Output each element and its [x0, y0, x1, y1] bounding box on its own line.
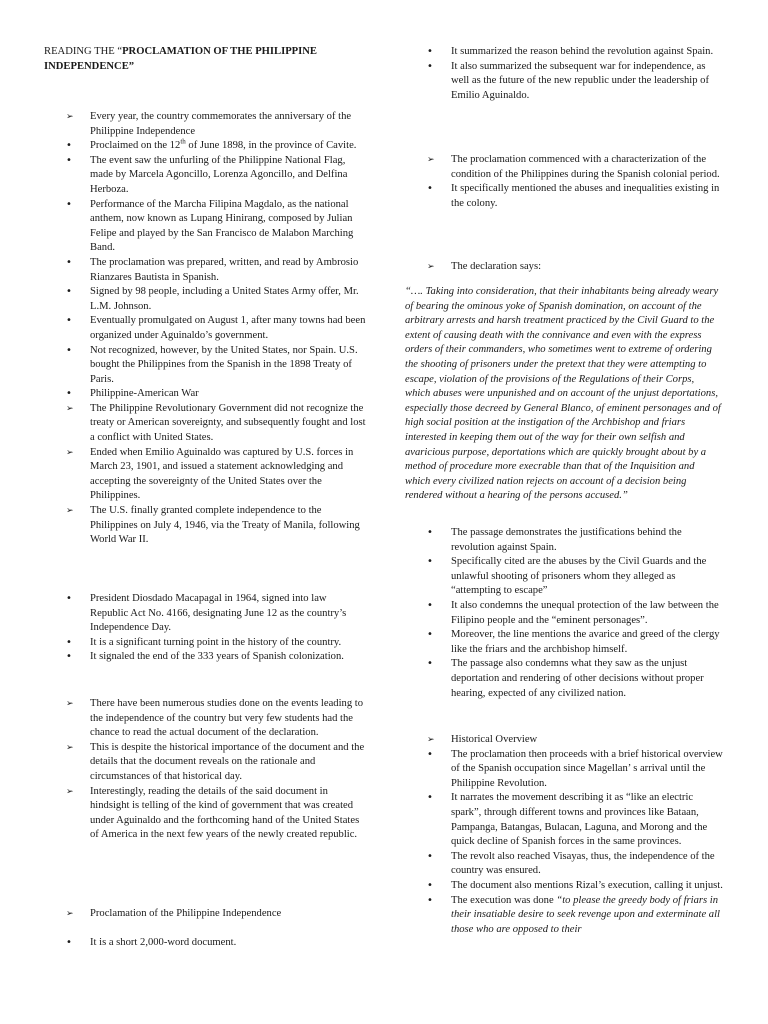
dot-bullet-icon: [427, 894, 441, 909]
item-text: The proclamation then proceeds with a brief historical overview of the Spanish occupation since Magellan’ s arrival until the Philippine Revolution.: [451, 748, 723, 789]
list-item: [405, 45, 723, 60]
dot-bullet-icon: [66, 154, 80, 169]
item-text: Specifically cited are the abuses by the Civil Guards and the unlawful shooting of prisoners whom they alleged as “attempting to escape”: [451, 556, 707, 597]
list-item: [405, 599, 723, 628]
item-text: The passage also condemns what they saw as the unjust deportation and rendering of other decisions without proper hearing, expected of any civilized nation.: [451, 658, 704, 699]
dot-bullet-icon: [427, 850, 441, 865]
right-group-2: [405, 153, 723, 211]
item-text: Eventually promulgated on August 1, after many towns had been organized under Aguinaldo’s government.: [90, 315, 366, 341]
list-item: [44, 446, 366, 504]
dot-bullet-icon: [427, 526, 441, 541]
list-item: [405, 628, 723, 657]
list-item: [405, 260, 723, 275]
list-item: [44, 256, 366, 285]
dot-bullet-icon: [427, 555, 441, 570]
item-text: The document also mentions Rizal’s execution, calling it unjust.: [451, 879, 723, 891]
right-group-1: [405, 45, 723, 103]
dot-bullet-icon: [66, 650, 80, 665]
item-text: It narrates the movement describing it as “like an electric spark”, through different towns and provinces like Bataan, Pampanga, Batangas, Bulacan, Laguna, and Morong and the quick decline of Spanish forces in the same provinces.: [451, 792, 708, 848]
item-text-cont: of June 1898, in the province of Cavite.: [185, 140, 357, 152]
item-text: Philippine-American War: [90, 388, 199, 400]
dot-bullet-icon: [427, 182, 441, 197]
item-text: There have been numerous studies done on the events leading to the independence of the country but very few students had the chance to read the actual document of the declaration.: [90, 698, 364, 739]
list-item: [44, 387, 366, 402]
item-text: Not recognized, however, by the United States, nor Spain. U.S. bought the Philippines from the Spanish in the 1898 Treaty of Paris.: [90, 344, 358, 385]
dot-bullet-icon: [427, 657, 441, 672]
item-text: The revolt also reached Visayas, thus, the independence of the country was ensured.: [451, 850, 715, 877]
arrow-bullet-icon: [427, 153, 441, 168]
dot-bullet-icon: [427, 599, 441, 614]
dot-bullet-icon: [427, 791, 441, 806]
list-item: [405, 657, 723, 701]
dot-bullet-icon: [66, 387, 80, 402]
left-group-2: [44, 592, 366, 665]
dot-bullet-icon: [66, 344, 80, 359]
item-text: The declaration says:: [451, 261, 542, 272]
item-text: The proclamation commenced with a characterization of the condition of the Philippines during the Spanish colonial period.: [451, 154, 720, 180]
dot-bullet-icon: [66, 936, 80, 951]
list-item: [405, 879, 723, 894]
item-text: President Diosdado Macapagal in 1964, signed into law Republic Act No. 4166, designating June 12 as the country’s Independence Day.: [90, 593, 347, 634]
item-text: The execution was done: [451, 894, 557, 906]
dot-bullet-icon: [66, 139, 80, 154]
list-item: [44, 650, 366, 665]
dot-bullet-icon: [66, 314, 80, 329]
dot-bullet-icon: [66, 592, 80, 607]
list-item: [44, 741, 366, 785]
left-group-4: [44, 907, 366, 922]
arrow-bullet-icon: [66, 446, 80, 461]
list-item: [44, 402, 366, 446]
declaration-quote: “…. Taking into consideration, that their inhabitants being already weary of bearing the ominous yoke of Spanish domination, on account of the arbitrary arrests and harsh treatment practiced by the Civil Guard to the extent of causing death with the connivance and even with the express orders of their commanders, who sometimes went to extreme of ordering the shooting of prisoners under the pretext that they were attempting to escape, violation of the provisions of the Regulations of their Corps, which abuses were unpunished and on account of the unjust deportations, especially those decreed by General Blanco, of eminent personages and of high social position at the instigation of the Archbishop and friars interested in keeping them out of the way for their own selfish and avaricious purpose, deportations which are quickly brought about by a method of procedure more execrable than that of the Inquisition and which every civilized nation rejects on account of a decision being rendered without a hearing of the persons accused.”: [405, 286, 721, 502]
item-text: Interestingly, reading the details of the said document in hindsight is telling of the kind of government that was created under Aguinaldo and the forthcoming hand of the United States of America in the next few years of the newly created republic.: [90, 785, 360, 841]
item-text: Proclaimed on the 12: [90, 140, 181, 152]
arrow-bullet-icon: [66, 741, 80, 756]
list-item: [44, 936, 366, 951]
dot-bullet-icon: [66, 198, 80, 213]
dot-bullet-icon: [66, 636, 80, 651]
item-text: This is despite the historical importance of the document and the details that the document reveals on the rationale and circumstances of that historical day.: [90, 741, 365, 782]
dot-bullet-icon: [427, 879, 441, 894]
list-item: [44, 139, 366, 154]
list-item: [405, 153, 723, 182]
arrow-bullet-icon: [66, 697, 80, 712]
title-bold: PROCLAMATION OF THE PHILIPPINE INDEPENDENCE”: [44, 46, 317, 72]
item-text: The event saw the unfurling of the Philippine National Flag, made by Marcela Agoncillo, Lorenza Agoncillo, and Delfina Herboza.: [90, 154, 348, 195]
list-item: [405, 748, 723, 792]
list-item: [44, 504, 366, 548]
item-text: It specifically mentioned the abuses and inequalities existing in the colony.: [451, 183, 720, 209]
list-item: [405, 733, 723, 748]
item-text: It also condemns the unequal protection of the law between the Filipino people and the “eminent personages”.: [451, 599, 719, 626]
item-text: The proclamation was prepared, written, and read by Ambrosio Rianzares Bautista in Spanish.: [90, 256, 359, 283]
item-italic-text: “to please the greedy body of friars in their insatiable desire to seek revenge upon and exterminate all those who are opposed to their: [451, 894, 720, 935]
list-item: [44, 314, 366, 343]
arrow-bullet-icon: [66, 402, 80, 417]
list-item: [405, 182, 723, 211]
item-text: Proclamation of the Philippine Independence: [90, 908, 282, 919]
dot-bullet-icon: [66, 256, 80, 271]
list-item: [44, 697, 366, 741]
left-group-5: [44, 936, 366, 951]
list-item: [44, 344, 366, 388]
left-group-3: [44, 697, 366, 843]
list-item: [44, 154, 366, 198]
item-text: Ended when Emilio Aguinaldo was captured by U.S. forces in March 23, 1901, and issued a statement acknowledging and accepting the sovereignty of the United States over the Philippines.: [90, 446, 354, 502]
item-superscript: th: [180, 137, 186, 146]
list-item: [405, 791, 723, 849]
dot-bullet-icon: [427, 45, 441, 60]
arrow-bullet-icon: [66, 110, 80, 125]
arrow-bullet-icon: [66, 504, 80, 519]
list-item: [405, 894, 723, 938]
right-group-4: [405, 526, 723, 701]
list-item: [44, 636, 366, 651]
arrow-bullet-icon: [427, 260, 441, 275]
arrow-bullet-icon: [66, 785, 80, 800]
item-text: It also summarized the subsequent war for independence, as well as the future of the new republic under the leadership of Emilio Aguinaldo.: [451, 60, 709, 101]
item-text: It is a short 2,000-word document.: [90, 937, 237, 948]
list-item: [44, 285, 366, 314]
dot-bullet-icon: [66, 285, 80, 300]
item-text: Performance of the Marcha Filipina Magdalo, as the national anthem, now known as Lupang Hinirang, composed by Julian Felipe and played by the San Francisco de Malabon Marching Band.: [90, 198, 354, 254]
item-text: It is a significant turning point in the history of the country.: [90, 636, 342, 648]
list-item: [44, 592, 366, 636]
arrow-bullet-icon: [427, 733, 441, 748]
list-item: [44, 198, 366, 256]
item-text: Every year, the country commemorates the anniversary of the Philippine Independence: [90, 111, 352, 137]
item-text: Moreover, the line mentions the avarice and greed of the clergy like the friars and the archbishop himself.: [451, 629, 720, 655]
list-item: [44, 110, 366, 139]
document-title: [44, 45, 364, 74]
title-prefix: READING THE “: [44, 46, 123, 57]
list-item: [44, 907, 366, 922]
item-text: The U.S. finally granted complete independence to the Philippines on July 4, 1946, via the Treaty of Manila, following World War II.: [90, 505, 360, 546]
item-text: Signed by 98 people, including a United States Army offer, Mr. L.M. Johnson.: [90, 286, 359, 312]
right-group-5: [405, 733, 723, 937]
item-text: Historical Overview: [451, 734, 538, 745]
list-item: [405, 526, 723, 555]
item-text: The Philippine Revolutionary Government did not recognize the treaty or American sovereignty, and subsequently fought and lost a conflict with United States.: [90, 402, 366, 444]
list-item: [405, 850, 723, 879]
item-text: It signaled the end of the 333 years of Spanish colonization.: [90, 651, 344, 663]
dot-bullet-icon: [427, 748, 441, 763]
dot-bullet-icon: [427, 628, 441, 643]
item-text: It summarized the reason behind the revolution against Spain.: [451, 46, 714, 57]
dot-bullet-icon: [427, 60, 441, 75]
list-item: [405, 60, 723, 104]
left-group-1: [44, 110, 366, 548]
item-text: The passage demonstrates the justifications behind the revolution against Spain.: [451, 527, 682, 553]
right-group-3: [405, 260, 723, 275]
list-item: [44, 785, 366, 843]
arrow-bullet-icon: [66, 907, 80, 922]
list-item: [405, 555, 723, 599]
